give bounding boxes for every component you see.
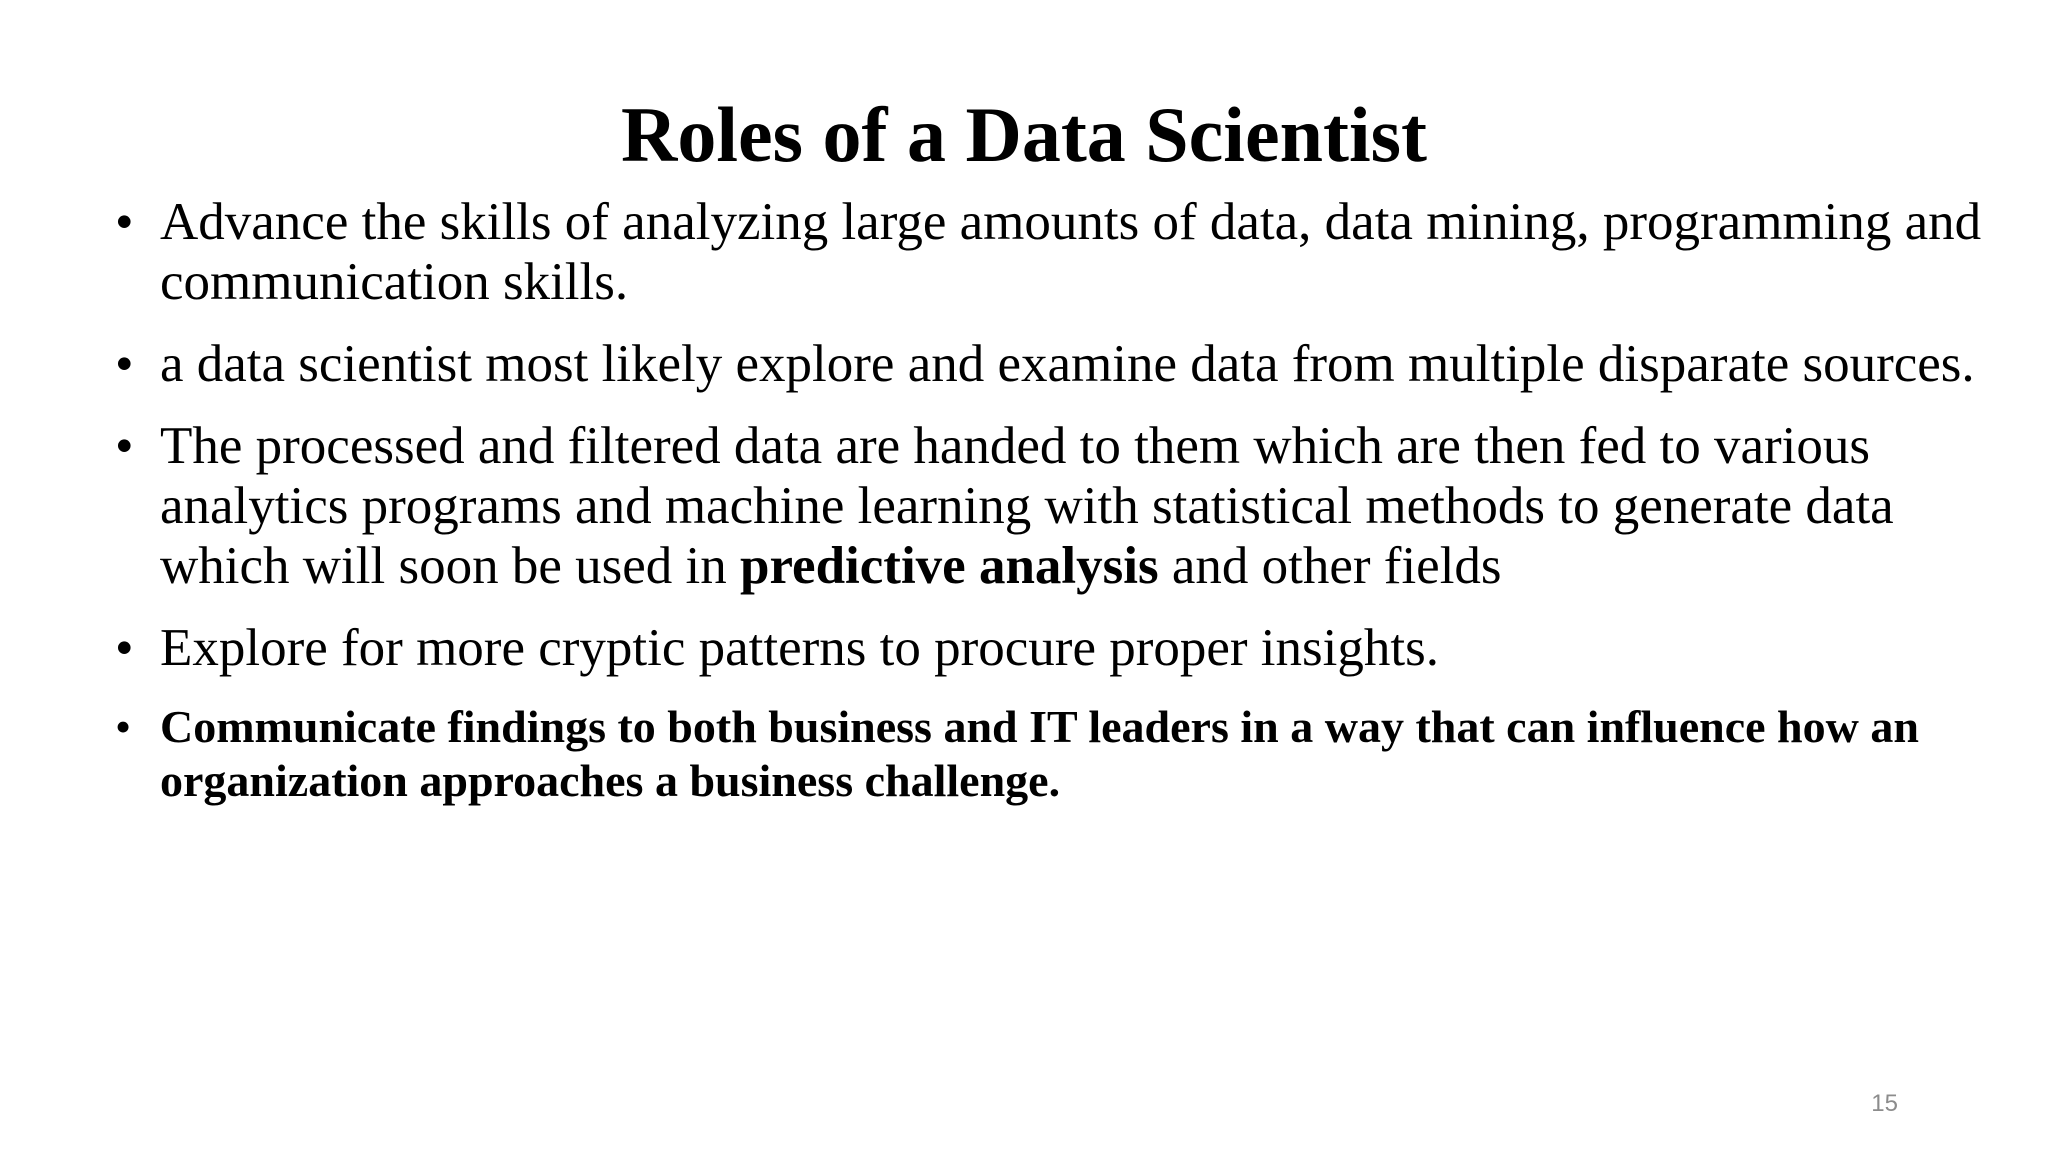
bullet-text: a data scientist most likely explore and examine data from multiple disparate sources. [160, 335, 1975, 393]
bullet-item-5 [115, 700, 1995, 808]
bullet-item-2 [115, 334, 1995, 394]
bullet-dot-icon: • [115, 701, 132, 752]
bullet-item-4 [115, 618, 1995, 678]
slide-title: Roles of a Data Scientist [621, 91, 1427, 178]
bullet-item-3 [115, 416, 1995, 596]
bullet-list [115, 192, 1995, 830]
bullet-text-emphasis: predictive analysis [740, 537, 1159, 595]
bullet-text-after: and other fields [1158, 537, 1502, 595]
bullet-text-before: The processed and filtered data are handed to them which are then fed to various analytics programs and machine learning with statistical methods to generate data which will soon be used in [160, 417, 1894, 595]
bullet-dot-icon: • [115, 417, 134, 475]
bullet-dot-icon: • [115, 619, 134, 677]
bullet-text: Explore for more cryptic patterns to procure proper insights. [160, 619, 1439, 677]
bullet-dot-icon: • [115, 193, 134, 251]
bullet-dot-icon: • [115, 335, 134, 393]
bullet-text: Communicate findings to both business and IT leaders in a way that can influence how an organization approaches a business challenge. [160, 701, 1919, 806]
bullet-text: Advance the skills of analyzing large amounts of data, data mining, programming and communication skills. [160, 193, 1982, 311]
bullet-item-1 [115, 192, 1995, 312]
page-number: 15 [1871, 1090, 1898, 1117]
